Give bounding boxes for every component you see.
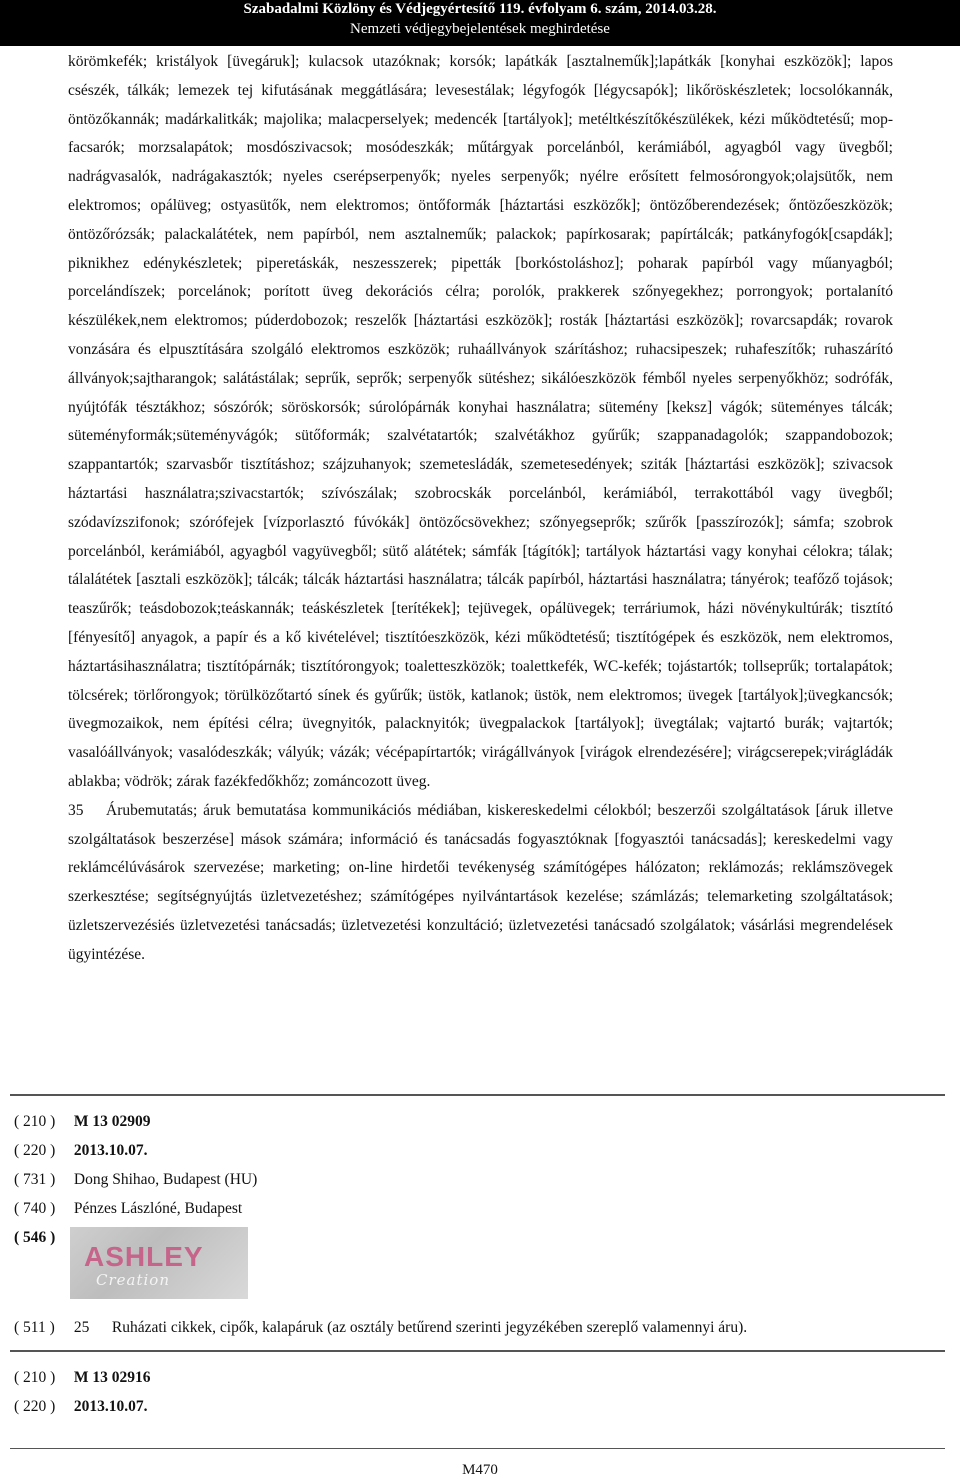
- filing-date: 2013.10.07.: [73, 1398, 148, 1415]
- page-header: [0, 0, 960, 46]
- application-number: M 13 02909: [73, 1113, 151, 1130]
- section-title: Nemzeti védjegybejelentések meghirdetése: [350, 21, 610, 37]
- field-210: [14, 1364, 151, 1393]
- class-21-continued: körömkefék; kristályok [üvegáruk]; kulacsok utazóknak; korsók; lapátkák [asztalneműk];lapátkák [konyhai eszközök]; lapos csészék, tálkák; lemezek tej kifutásának meggátlására; levesestálak; légyfogók [légycsapók]; likőröskészletek; locsolókannák, öntözőkannák; madárkalitkák; majolika; malacperselyek; medencék [tartályok]; metéltkészítőkészülékek, kézi működtetésű; mop-facsarók; morzsalapátok; mosdószivacsok; mosódeszkák; műtárgyak porcelánból, kerámiából, agyagból vagy üvegből; nadrágvasalók, nadrágakasztók; nyeles cserépserpenyők; nyeles serpenyők; nyélre erősített felmosórongyok;olajsütők, nem elektromos; opálüveg; ostyasütők, nem elektromos; öntőformák [háztartási eszközők]; öntözőberendezések; őntözőeszközök; öntözőrózsák; palackalátétek, nem papírból, nem asztalneműk; palackok; papírkosarak; papírtálcák; patkányfogók[csapdák]; piknikhez edénykészletek; piperetáskák, neszesszerek; pipetták [borkóstoláshoz]; poharak papírból vagy műanyagból; porcelándíszek; porcelánok; porított üveg dekorációs célra; porolók, prakkerek szőnyegekhez; porrongyok; portalanító készülékek,nem elektromos; púderdobozok; reszelők [háztartási eszközök]; rosták [háztartási eszközök]; rovarcsapdák; rovarok vonzására és elpusztítására szolgáló elektromos eszközök; ruhaállványok szárításhoz; ruhacsipeszek; ruhafeszítők; ruhaszárító állványok;sajtharangok; salátástálak; seprűk, seprők; serpenyők sütéshez; sikálóeszközök fémből nyeles serpenyőkhöz; sodrófák, nyújtófák tésztákhoz; sószórók; söröskorsók; súrolópárnák konyhai használatra; sütemény [keksz] vágók; süteményes tálcák; süteményformák;süteményvágók; sütőformák; szalvétatartók; szalvétákhoz gyűrűk; szappanadagolók; szappandobozok; szappantartók; szarvasbőr tisztításhoz; szájzuhanyok; szemetesládák, szemetesedények; sziták [háztartási eszközök]; szivacsok háztartási használatra;szivacstartók; szívószálak; szobrocskák porcelánból, kerámiából, terrakottából vagy üvegből; szódavízszifonok; szórófejek [vízporlasztó fúvókák] öntözőcsövekhez; szőnyegseprők; szűrők [passzírozók]; sámfa; szobrok porcelánból, kerámiából, agyagból vagyüvegből; sütő alátétek; sámfák [tágítók]; tartályok háztartási vagy konyhai célokra; tálak; tálalátétek [asztali eszközök]; tálcák; tálcák háztartási használatra; tálcák papírból, háztartási használatra; tányérok; teafőző tojások; teaszűrők; teásdobozok;teáskannák; teáskészletek [terítékek]; tejüvegek, opálüvegek; terráriumok, házi növénykultúrák; tisztító [fényesítő] anyagok, a papír és a kő kivételével; tisztítóeszközök, kézi működtetésű; tisztítógépek és eszközök, nem elektromos, háztartásihasználatra; tisztítópárnák; tisztítórongyok; toaletteszközök; toalettkefék, WC-kefék; tojástartók; tollseprűk; tortalapátok; tölcsérek; törlőrongyok; törülközőtartó sínek és gyűrűk; üstök, katlanok; üstök, nem elektromos; üvegek [tartályok];üvegkancsók; üvegmozaikok, nem építési célra; üvegnyitók, palacknyitók; üvegpalackok [tartályok]; üvegtálak; vajtartó burák; vajtartók; vasalóállványok; vasalódeszkák; vályúk; vázák; vécépapírtartók; virágállványok [virágok elrendezésére]; virágcserepek;virágládák ablakba; vödrök; zárak fazékfedőkhőz; zománcozott üveg.: [68, 53, 893, 790]
- journal-title: Szabadalmi Közlöny és Védjegyértesítő 119. évfolyam 6. szám, 2014.03.28.: [243, 1, 717, 17]
- logo-wordmark: ASHLEY: [84, 1241, 204, 1272]
- logo-subtext: Creation: [96, 1271, 170, 1289]
- field-740: [14, 1195, 242, 1224]
- field-731: [14, 1166, 257, 1195]
- field-546: [14, 1224, 70, 1253]
- field-code: ( 740 ): [14, 1200, 56, 1217]
- nice-class: 25: [73, 1319, 90, 1336]
- field-code: ( 220 ): [14, 1398, 56, 1415]
- field-code: ( 210 ): [14, 1369, 56, 1386]
- field-code: ( 210 ): [14, 1113, 56, 1130]
- field-code: ( 511 ): [14, 1319, 55, 1336]
- separator-rule: [10, 1094, 945, 1096]
- field-code: ( 731 ): [14, 1171, 56, 1188]
- goods-list: Ruházati cikkek, cipők, kalapáruk (az osztály betűrend szerinti jegyzékében szereplő valamennyi áru).: [111, 1319, 748, 1336]
- footer-rule: [10, 1448, 945, 1449]
- filing-date: 2013.10.07.: [73, 1142, 148, 1159]
- applicant: Dong Shihao, Budapest (HU): [73, 1171, 258, 1188]
- class-35-text: Árubemutatás; áruk bemutatása kommunikációs médiában, kiskereskedelmi célokból; beszerzői szolgáltatások [áruk illetve szolgáltatások beszerzése] mások számára; információ és tanácsadás fogyasztóknak [fogyasztói tanácsadás]; kereskedelmi vagy reklámcélúvásárok szervezése; marketing; on-line hirdetői tevékenység számítógépes hálózaton; reklámozás; reklámszövegek szerkesztése; segítségnyújtás üzletvezetéshez; számítógépes nyilvántartások kezelése; számlázás; telemarketing szolgáltatások; üzletszervezésiés üzletvezetési tanácsadás; üzletvezetési konzultáció; üzletvezetési tanácsadó szolgálatok; vásárlási megrendelések ügyintézése.: [68, 801, 893, 963]
- application-number: M 13 02916: [73, 1369, 151, 1386]
- field-code: ( 546 ): [14, 1229, 56, 1246]
- field-220: [14, 1137, 148, 1166]
- goods-services-text: [68, 48, 893, 970]
- field-220: [14, 1393, 148, 1422]
- field-code: ( 220 ): [14, 1142, 56, 1159]
- page-number: M470: [462, 1462, 498, 1478]
- class-35-paragraph: [68, 797, 893, 970]
- field-511: [14, 1314, 747, 1343]
- field-210: [14, 1108, 151, 1137]
- representative: Pénzes Lászlóné, Budapest: [73, 1200, 243, 1217]
- trademark-logo-image: [70, 1227, 248, 1299]
- class-number: 35: [68, 801, 84, 819]
- separator-rule: [10, 1350, 945, 1352]
